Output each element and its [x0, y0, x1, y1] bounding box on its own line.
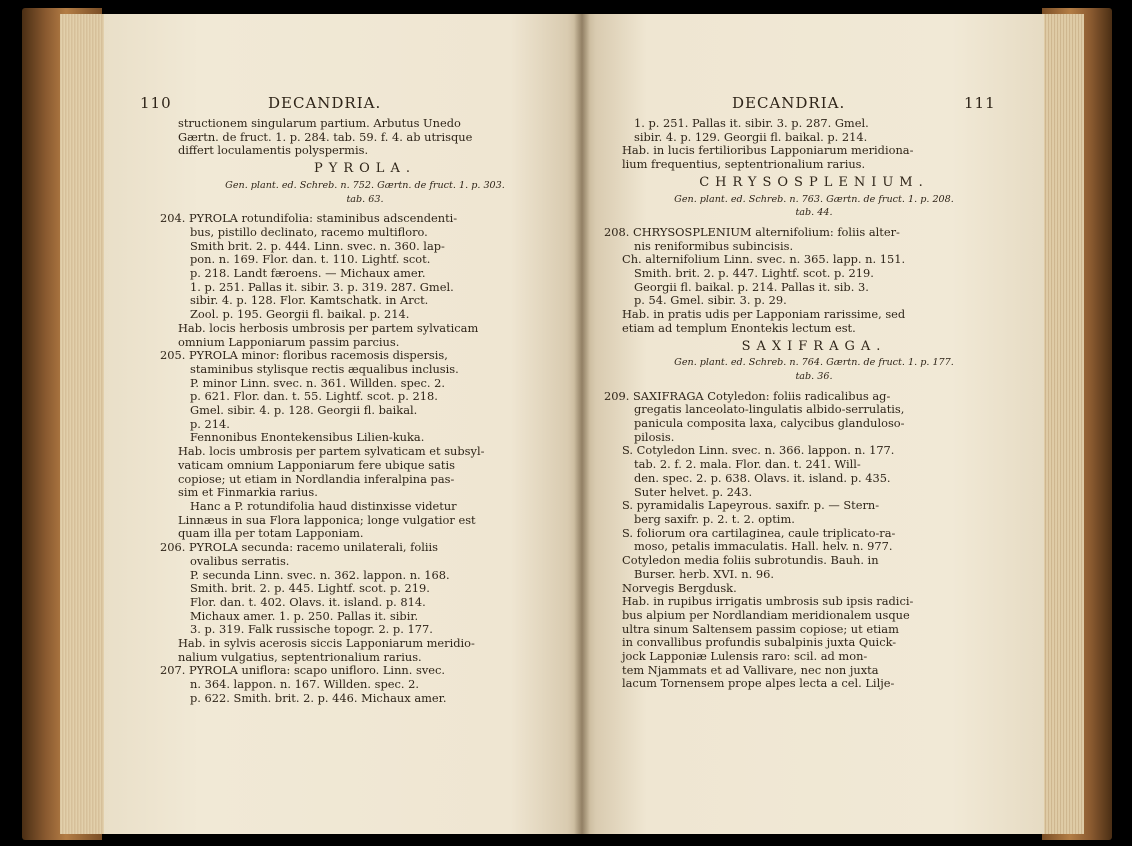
- text-line: p. 622. Smith. brit. 2. p. 446. Michaux amer.: [190, 690, 447, 705]
- text-line: lium frequentius, septentrionalium rarius.: [622, 157, 866, 172]
- text-line: Hanc a P. rotundifolia haud distinxisse videtur: [190, 498, 457, 513]
- text-line: Michaux amer. 1. p. 250. Pallas it. sibir.: [190, 608, 419, 623]
- text-line: copiose; ut etiam in Nordlandia inferalpina pas-: [178, 471, 455, 486]
- text-line: Gen. plant. ed. Schreb. n. 752. Gærtn. de fruct. 1. p. 303.: [225, 179, 505, 191]
- right-page-edges: [1042, 14, 1084, 834]
- text-line: lacum Tornensem prope alpes lecta a cel. Lilje-: [622, 676, 895, 691]
- text-line: 205. PYROLA minor: floribus racemosis dispersis,: [160, 348, 448, 363]
- text-line: sim et Finmarkia rarius.: [178, 485, 318, 500]
- left-running-head: DECANDRIA.: [268, 94, 382, 112]
- text-line: 3. p. 319. Falk russische topogr. 2. p. 177.: [190, 622, 433, 637]
- text-line: Gen. plant. ed. Schreb. n. 763. Gærtn. de fruct. 1. p. 208.: [674, 193, 954, 205]
- text-line: 204. PYROLA rotundifolia: staminibus adscendenti-: [160, 211, 458, 226]
- text-line: S. Cotyledon Linn. svec. n. 366. lappon. n. 177.: [622, 443, 895, 458]
- book-gutter: [574, 14, 590, 834]
- text-line: omnium Lapponiarum passim parcius.: [178, 334, 400, 349]
- text-line: Hab. in lucis fertilioribus Lapponiarum meridiona-: [622, 143, 914, 158]
- text-line: quam illa per totam Lapponiam.: [178, 526, 364, 541]
- text-line: 1. p. 251. Pallas it. sibir. 3. p. 319. 287. Gmel.: [190, 279, 454, 294]
- text-line: Gen. plant. ed. Schreb. n. 764. Gærtn. de fruct. 1. p. 177.: [674, 357, 954, 369]
- text-line: ovalibus serratis.: [190, 553, 290, 568]
- text-line: 207. PYROLA uniflora: scapo unifloro. Linn. svec.: [160, 663, 445, 678]
- text-line: sibir. 4. p. 129. Georgii fl. baikal. p. 214.: [634, 129, 868, 144]
- left-page-edges: [60, 14, 104, 834]
- text-line: 1. p. 251. Pallas it. sibir. 3. p. 287. Gmel.: [634, 116, 869, 130]
- left-page-number: 110: [140, 94, 172, 112]
- text-line: Zool. p. 195. Georgii fl. baikal. p. 214.: [190, 307, 410, 322]
- text-line: tab. 63.: [346, 193, 384, 205]
- text-line: Fennonibus Enontekensibus Lilien-kuka.: [190, 430, 425, 445]
- text-line: tab. 36.: [795, 370, 833, 382]
- text-line: 209. SAXIFRAGA Cotyledon: foliis radicalibus ag-: [604, 388, 891, 403]
- text-line: Linnæus in sua Flora lapponica; longe vulgatior est: [178, 512, 476, 527]
- text-line: differt loculamentis polyspermis.: [178, 143, 369, 158]
- text-line: in convallibus profundis subalpinis juxta Quick-: [622, 635, 897, 650]
- text-line: nis reniformibus subincisis.: [634, 238, 794, 253]
- left-page: [104, 14, 582, 834]
- genus-heading: CHRYSOSPLENIUM.: [699, 174, 929, 190]
- text-line: etiam ad templum Enontekis lectum est.: [622, 320, 856, 335]
- text-line: berg saxifr. p. 2. t. 2. optim.: [634, 511, 795, 526]
- right-page-text: [604, 117, 1024, 691]
- text-line: Smith. brit. 2. p. 447. Lightf. scot. p. 219.: [634, 266, 874, 281]
- text-line: sibir. 4. p. 128. Flor. Kamtschatk. in Arct.: [190, 293, 429, 308]
- text-line: 206. PYROLA secunda: racemo unilaterali, foliis: [160, 540, 438, 555]
- text-line: p. 54. Gmel. sibir. 3. p. 29.: [634, 293, 787, 308]
- text-line: bus, pistillo declinato, racemo multifloro.: [190, 224, 428, 239]
- text-line: p. 214.: [190, 416, 230, 431]
- text-line: Hab. in sylvis acerosis siccis Lapponiarum meridio-: [178, 636, 475, 651]
- text-line: gregatis lanceolato-lingulatis albido-serrulatis,: [634, 402, 905, 417]
- text-line: tem Njammats et ad Vallivare, nec non juxta: [622, 662, 879, 677]
- text-line: tab. 2. f. 2. mala. Flor. dan. t. 241. Will-: [634, 457, 861, 472]
- text-line: p. 621. Flor. dan. t. 55. Lightf. scot. p. 218.: [190, 389, 438, 404]
- text-line: bus alpium per Nordlandiam meridionalem usque: [622, 607, 910, 622]
- text-line: den. spec. 2. p. 638. Olavs. it. island. p. 435.: [634, 470, 891, 485]
- genus-heading: SAXIFRAGA.: [741, 338, 887, 354]
- text-line: Gærtn. de fruct. 1. p. 284. tab. 59. f. 4. ab utrisque: [178, 129, 473, 144]
- text-line: P. secunda Linn. svec. n. 362. lappon. n. 168.: [190, 567, 450, 582]
- text-line: Hab. locis umbrosis per partem sylvaticam et subsyl-: [178, 444, 485, 459]
- text-line: S. pyramidalis Lapeyrous. saxifr. p. — Stern-: [622, 498, 880, 513]
- text-line: Gmel. sibir. 4. p. 128. Georgii fl. baikal.: [190, 403, 418, 418]
- text-line: Ch. alternifolium Linn. svec. n. 365. lapp. n. 151.: [622, 252, 906, 267]
- text-line: structionem singularum partium. Arbutus Unedo: [178, 116, 461, 130]
- text-line: nalium vulgatius, septentrionalium rarius.: [178, 649, 422, 664]
- text-line: moso, petalis immaculatis. Hall. helv. n. 977.: [634, 539, 893, 554]
- right-page: [582, 14, 1044, 834]
- right-page-number: 111: [964, 94, 996, 112]
- text-line: S. foliorum ora cartilaginea, caule triplicato-ra-: [622, 525, 896, 540]
- text-line: Smith. brit. 2. p. 445. Lightf. scot. p. 219.: [190, 581, 430, 596]
- open-book: [22, 8, 1112, 840]
- text-line: pilosis.: [634, 429, 675, 444]
- text-line: P. minor Linn. svec. n. 361. Willden. spec. 2.: [190, 375, 446, 390]
- text-line: Georgii fl. baikal. p. 214. Pallas it. sib. 3.: [634, 279, 869, 294]
- text-line: Flor. dan. t. 402. Olavs. it. island. p. 814.: [190, 594, 426, 609]
- text-line: n. 364. lappon. n. 167. Willden. spec. 2.: [190, 677, 419, 692]
- text-line: Cotyledon media foliis subrotundis. Bauh. in: [622, 553, 879, 568]
- text-line: tab. 44.: [795, 207, 833, 219]
- text-line: pon. n. 169. Flor. dan. t. 110. Lightf. scot.: [190, 252, 431, 267]
- text-line: jock Lapponiæ Lulensis raro: scil. ad mon-: [622, 649, 868, 664]
- text-line: Norvegis Bergdusk.: [622, 580, 737, 595]
- genus-heading: PYROLA.: [314, 161, 416, 177]
- text-line: ultra sinum Saltensem passim copiose; ut etiam: [622, 621, 899, 636]
- left-page-text: [160, 117, 570, 706]
- text-line: vaticam omnium Lapponiarum fere ubique satis: [178, 457, 455, 472]
- text-line: p. 218. Landt færoens. — Michaux amer.: [190, 266, 426, 281]
- text-line: Suter helvet. p. 243.: [634, 484, 753, 499]
- text-line: Hab. locis herbosis umbrosis per partem sylvaticam: [178, 320, 479, 335]
- text-line: Hab. in pratis udis per Lapponiam rarissime, sed: [622, 307, 906, 322]
- text-line: staminibus stylisque rectis æqualibus inclusis.: [190, 361, 459, 376]
- text-line: Hab. in rupibus irrigatis umbrosis sub ipsis radici-: [622, 594, 914, 609]
- right-running-head: DECANDRIA.: [732, 94, 846, 112]
- text-line: 208. CHRYSOSPLENIUM alternifolium: foliis alter-: [604, 224, 900, 239]
- text-line: Burser. herb. XVI. n. 96.: [634, 566, 774, 581]
- text-line: Smith brit. 2. p. 444. Linn. svec. n. 360. lap-: [190, 238, 445, 253]
- text-line: panicula composita laxa, calycibus glanduloso-: [634, 416, 905, 431]
